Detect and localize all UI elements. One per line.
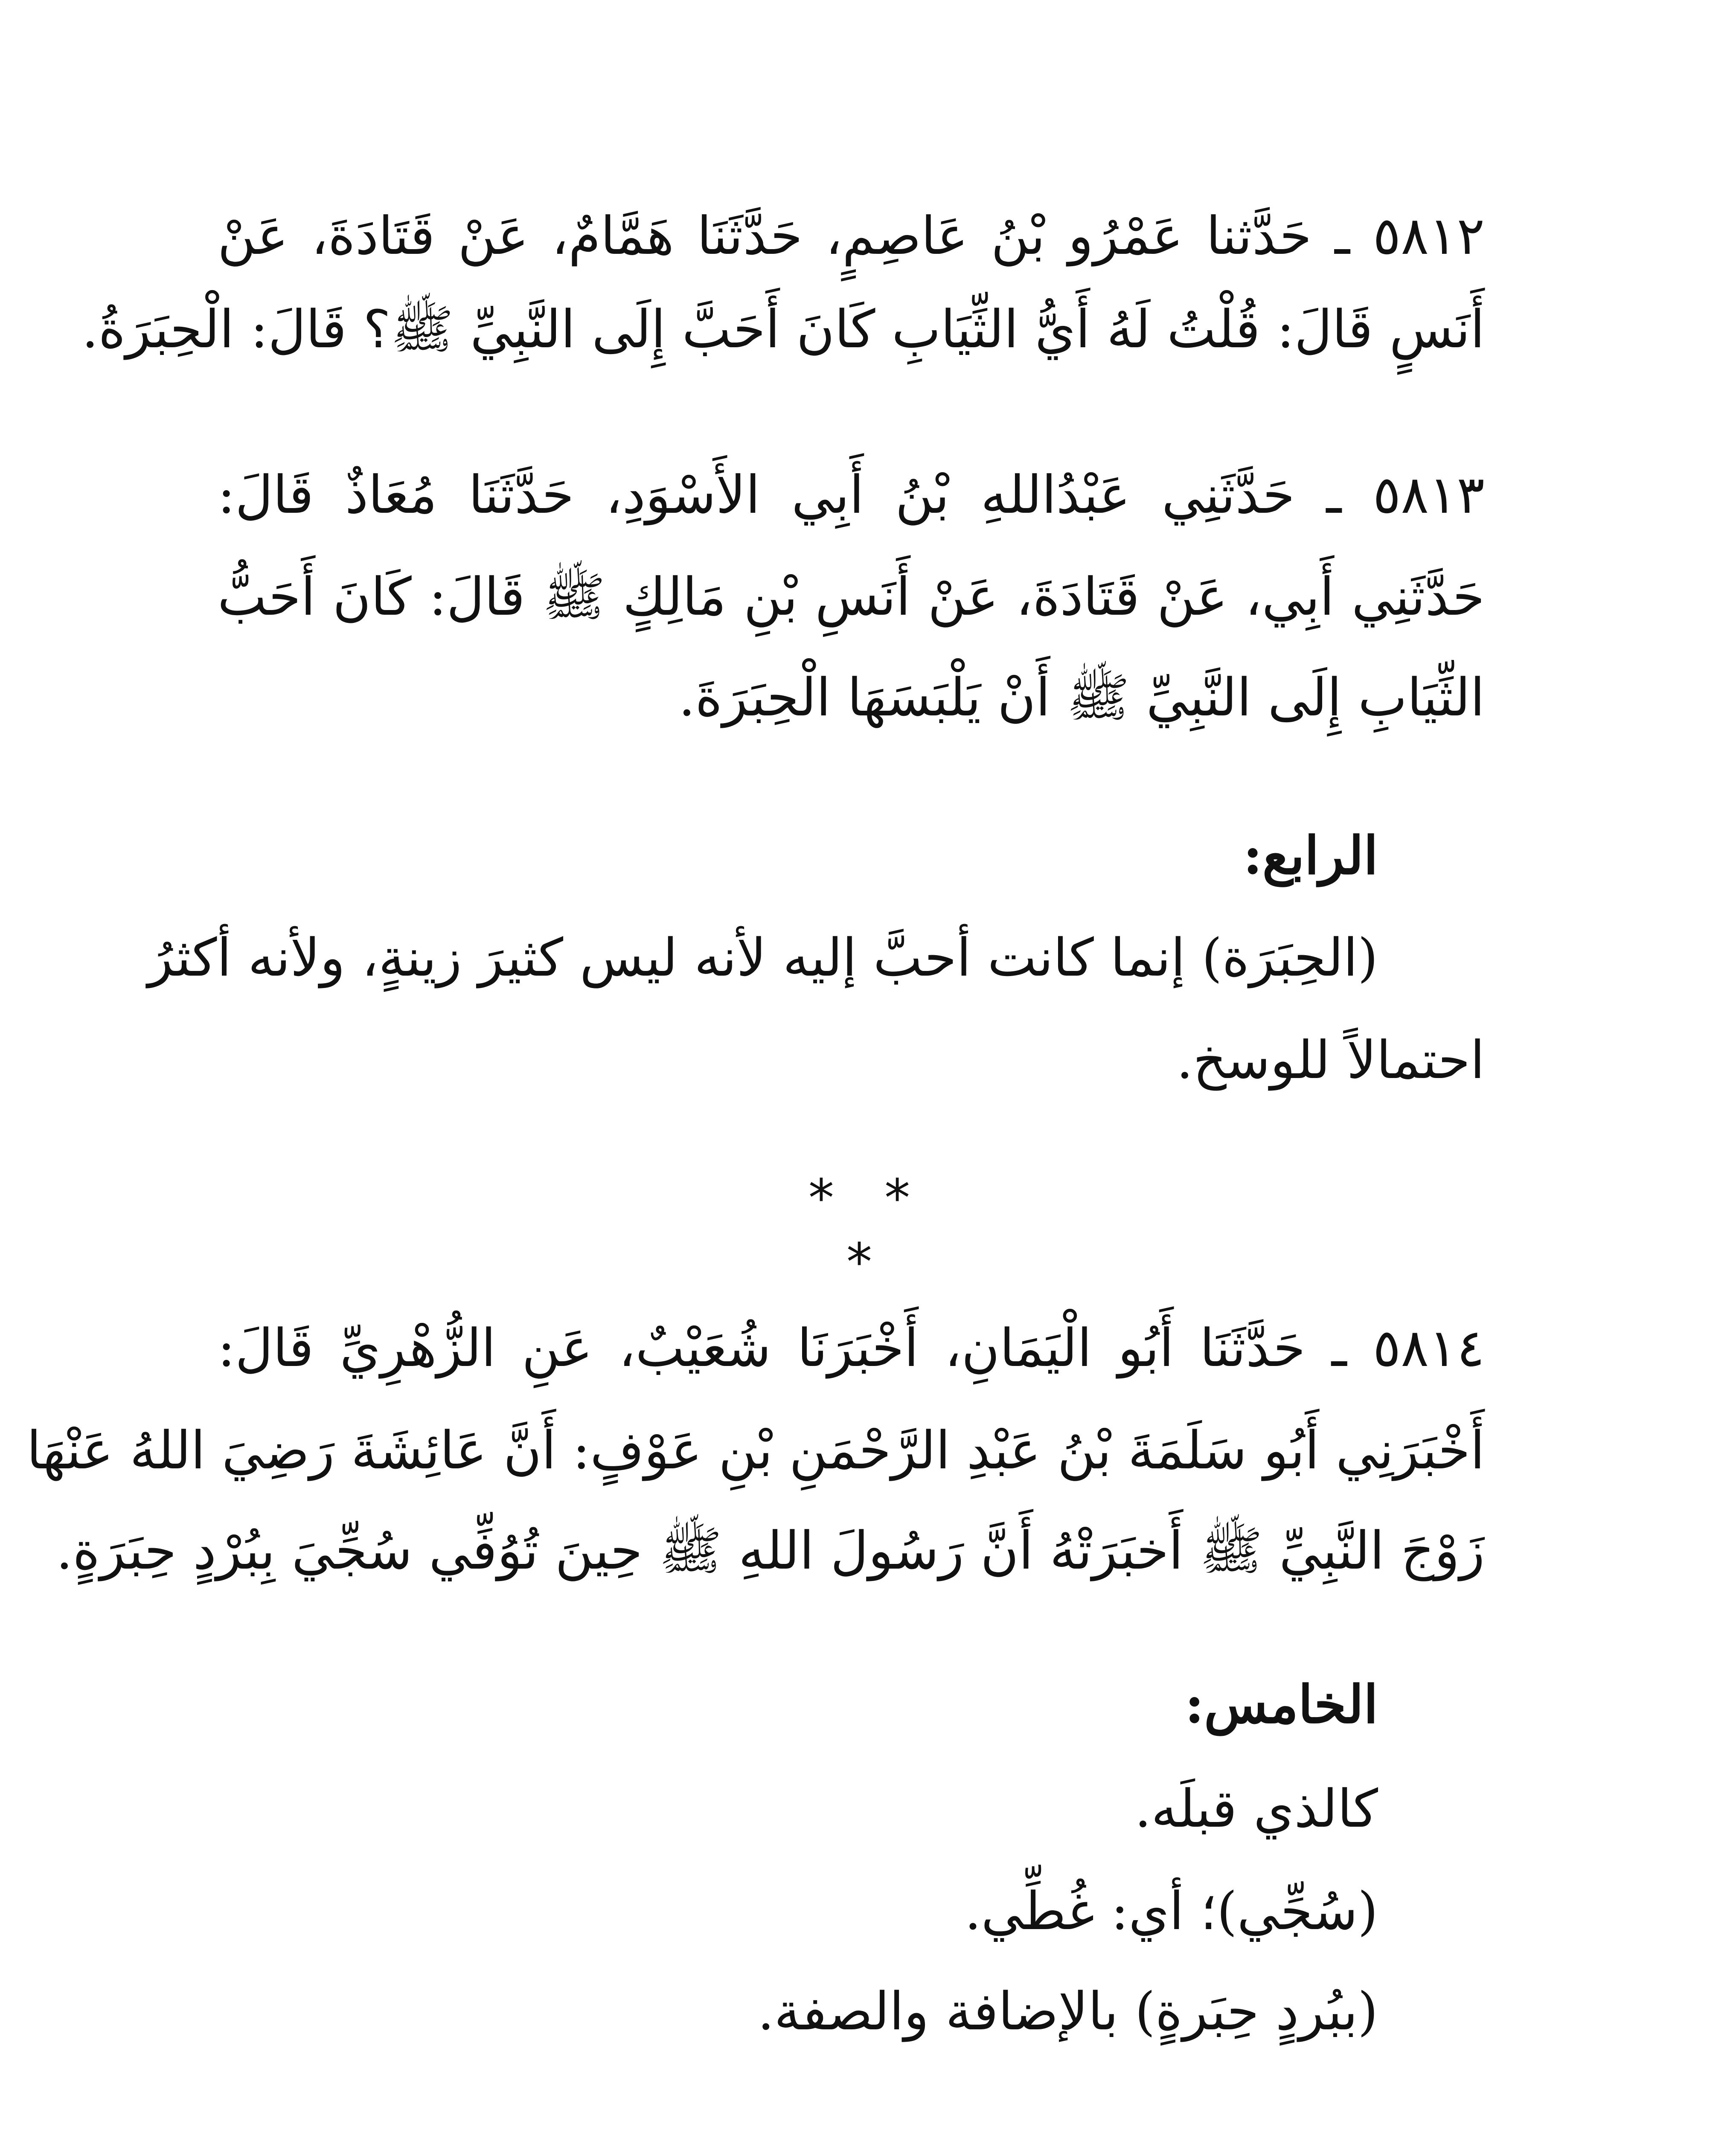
commentary-fifth-line-2: (سُجِّي)؛ أي: غُطِّي. — [964, 1881, 1378, 1941]
hadith-5813-line-3: الثِّيَابِ إِلَى النَّبِيِّ ﷺ أَنْ يَلْبَسَهَا الْحِبَرَةَ. — [678, 667, 1485, 728]
hadith-5813-line-1: ٥٨١٣ ـ حَدَّثَنِي عَبْدُاللهِ بْنُ أَبِي الأَسْوَدِ، حَدَّثَنَا مُعَاذٌ قَالَ: — [218, 465, 1485, 525]
hadith-5814-line-1: ٥٨١٤ ـ حَدَّثَنَا أَبُو الْيَمَانِ، أَخْبَرَنَا شُعَيْبٌ، عَنِ الزُّهْرِيِّ قَالَ: — [218, 1318, 1485, 1378]
commentary-fifth-heading: الخامس: — [1185, 1674, 1378, 1735]
hadith-5812-line-1: ٥٨١٢ ـ حَدَّثنا عَمْرُو بْنُ عَاصِمٍ، حَدَّثَنَا هَمَّامٌ، عَنْ قَتَادَةَ، عَنْ — [218, 206, 1485, 266]
hadith-5813-line-2: حَدَّثَنِي أَبِي، عَنْ قَتَادَةَ، عَنْ أَنَسِ بْنِ مَالِكٍ ﷺ قَالَ: كَانَ أَحَبُّ — [218, 567, 1485, 627]
commentary-fourth-line-2: احتمالاً للوسخ. — [1176, 1030, 1485, 1090]
hadith-5812-line-2: أَنَسٍ قَالَ: قُلْتُ لَهُ أَيُّ الثِّيَابِ كَانَ أَحَبَّ إِلَى النَّبِيِّ ﷺ؟ قَالَ: الْحِبَرَةُ. — [81, 299, 1485, 360]
section-separator-1: * * * — [808, 1169, 928, 1292]
commentary-fourth-heading: الرابع: — [1243, 825, 1378, 886]
hadith-5814-line-3: زَوْجَ النَّبِيِّ ﷺ أَخبَرَتْهُ أَنَّ رَسُولَ اللهِ ﷺ حِينَ تُوُفِّي سُجِّيَ بِبُرْدٍ حِبَرَةٍ. — [56, 1520, 1485, 1581]
hadith-5814-line-2: أَخْبَرَنِي أَبُو سَلَمَةَ بْنُ عَبْدِ الرَّحْمَنِ بْنِ عَوْفٍ: أَنَّ عَائِشَةَ رَضِيَ اللهُ عَنْهَا — [26, 1420, 1485, 1481]
commentary-fourth-line-1: (الحِبَرَة) إنما كانت أحبَّ إليه لأنه ليس كثيرَ زينةٍ، ولأنه أكثرُ — [148, 927, 1378, 988]
commentary-fifth-line-1: كالذي قبلَه. — [1134, 1778, 1378, 1839]
commentary-fifth-line-3: (ببُردٍ حِبَرةٍ) بالإضافة والصفة. — [757, 1981, 1378, 2042]
